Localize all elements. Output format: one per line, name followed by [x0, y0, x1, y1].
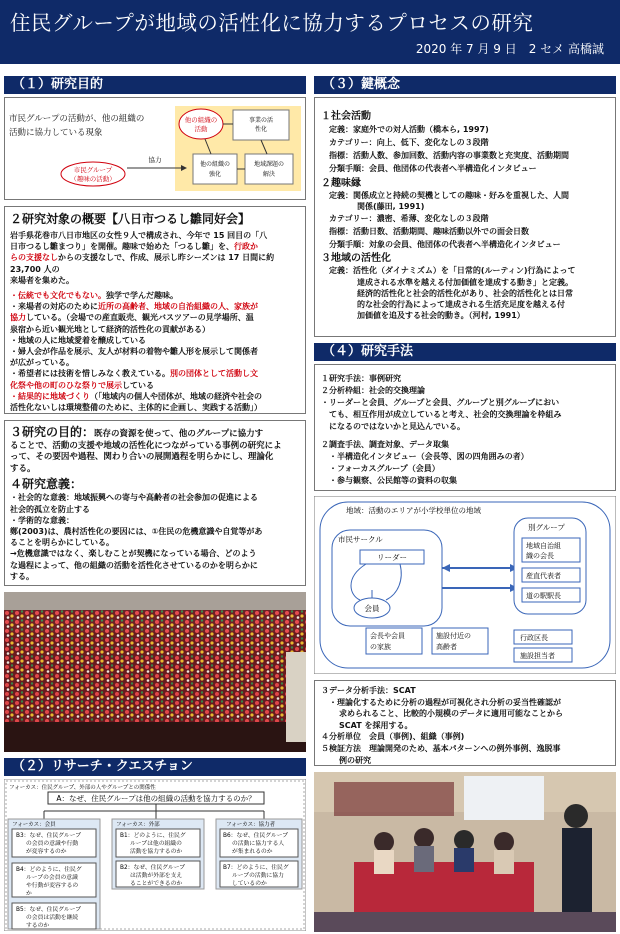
analysis-box — [314, 680, 616, 766]
svg-text:道の駅駅長: 道の駅駅長 — [526, 592, 561, 600]
svg-text:B7：どのように、住民グ: B7：どのように、住民グ — [223, 865, 289, 871]
svg-text:フォーカス：会員: フォーカス：会員 — [12, 822, 56, 828]
svg-text:強化: 強化 — [208, 171, 222, 178]
svg-text:会長や会員: 会長や会員 — [370, 632, 405, 640]
svg-text:施設担当者: 施設担当者 — [520, 652, 555, 660]
svg-text:ループは他の組織の: ループは他の組織の — [130, 841, 182, 847]
svg-text:織の会長: 織の会長 — [526, 552, 554, 560]
analysis-text: ３データ分析手法：SCAT ・理論化するために分析の過程が可視化され分析の妥当性確認が 求められること、比較的小規模のデータに適用可能なことから SCAT を採用する。 ４分析単位 会員（事例)、組織（事例) ５検証方法 理論開発のため、基本パターンへの例外事例、逸脱事 例の研究 — [321, 686, 563, 765]
svg-text:リーダー: リーダー — [377, 553, 407, 562]
svg-text:フォーカス：外部: フォーカス：外部 — [116, 822, 160, 828]
other-org-sub: 活動 — [194, 125, 208, 133]
aim-significance-box — [4, 420, 306, 586]
purpose-text: 市民グループの活動が、他の組織の 活動に協力している現象 — [9, 114, 145, 138]
aim-text: ３研究の目的：既存の資源を使って、他のグループに協力す ることで、活動の支援や地域の活性化につながっている事例の研究によ って、その要因や過程、関わり合いの展開過程を明らかにし、理論化 する。 — [10, 425, 282, 474]
svg-text:や行動が変容するの: や行動が変容するの — [26, 883, 79, 889]
svg-text:B5：なぜ、住民グループ: B5：なぜ、住民グループ — [16, 907, 81, 913]
methods-text: １研究手法：事例研究 ２分析枠組：社会的交換理論 ・リーダーと会員、グループと会員、グループと別グループにおい ても、相互作用が成立していると考え、社会的交換理論を枠組み になるのではないかと見込んでいる。 ２調査手法、調査対象、データ取集 ・半構造化インタビュー（会長等、図の四角囲みの者） ・フォーカスグループ（会員） ・参与観察、公民館等の資料の収集 — [321, 374, 562, 485]
concept-vitalization-title: ３地域の活性化 — [321, 253, 391, 265]
svg-text:ることができるのか: ることができるのか — [130, 881, 183, 887]
aim-title: ３研究の目的： — [10, 425, 95, 439]
svg-text:の家族: の家族 — [370, 643, 391, 651]
svg-text:ループの活動に協力: ループの活動に協力 — [232, 873, 284, 879]
svg-text:行政区長: 行政区長 — [520, 634, 548, 642]
svg-text:B2：なぜ、住民グループ: B2：なぜ、住民グループ — [120, 865, 185, 871]
citizen-group-label: 市民グループ — [73, 166, 113, 174]
other-org-label: 他の組織の — [184, 116, 218, 124]
citizen-group-sub: （趣味の活動） — [70, 175, 116, 183]
target-overview-box — [4, 206, 306, 414]
key-concepts-box — [314, 97, 616, 337]
svg-text:別グループ: 別グループ — [528, 523, 565, 532]
svg-text:フォーカス：住民グループ、外部の人やグループとの関係性: フォーカス：住民グループ、外部の人やグループとの関係性 — [9, 785, 156, 791]
cooperation-label: 協力 — [148, 156, 162, 164]
title-bar — [0, 0, 620, 64]
svg-text:事業の活: 事業の活 — [248, 117, 274, 124]
svg-text:B4：どのように、住民グ: B4：どのように、住民グ — [16, 867, 82, 873]
svg-text:地域：活動のエリアが小学校単位の地域: 地域：活動のエリアが小学校単位の地域 — [346, 506, 481, 515]
svg-text:B6：なぜ、住民グループ: B6：なぜ、住民グループ — [223, 833, 288, 839]
svg-text:の会員の意識や行動: の会員の意識や行動 — [26, 841, 79, 847]
svg-text:しているのか: しているのか — [232, 881, 267, 887]
regional-issue-box — [245, 154, 293, 184]
concept-vitalization-body: 定義：活性化（ダイナミズム）を「日常的(ルーティン)行為によって 達成される水準を越える付加価値を達成する動き」と定義。 経済的活性化と社会的活性化があり、社会的活性化とは日常 的な社会的行為によって達成される生活充足度を越える付 加価値を追及する社会的動き。（河村, 1991） — [329, 266, 576, 321]
section-heading-methods: （４）研究手法 — [314, 343, 616, 361]
svg-text:高齢者: 高齢者 — [436, 643, 457, 651]
svg-text:するのか: するのか — [26, 923, 50, 929]
svg-text:B1：どのように、住民グ: B1：どのように、住民グ — [120, 833, 186, 839]
section-heading-rq: （２）リサーチ・クエスチョン — [4, 758, 306, 776]
target-overview-title: ２研究対象の概要【八日市つるし雛同好会】 — [10, 212, 251, 226]
target-overview-bullets: ・伝統でも文化でもない。独学で学んだ趣味。 ・来場者の対応のために近所の高齢者、地域の自治組織の人、家族が 協力している。（会場での産直販売、観光バスツアーの見学場所、温 泉宿から近い観光地として経済的活性化の貢献がある） ・地域の人に地域愛着を醸成している ・婦人会が作品を展示、友人が材料の着物や雛人形を展示して関係者 が広がっている。 ・希望者には技術を惜しみなく教えている。別の団体として活動し文 化祭や他の町のひな祭りで展示している ・結果的に地域づくり（「地域内の個人や団体が、地域の経済や社会の 活性化ないしは環境整備のために、主体的に企画し、実践する活動」） — [10, 291, 262, 413]
svg-text:の会員は活動を継続: の会員は活動を継続 — [26, 915, 79, 921]
svg-text:解決: 解決 — [262, 171, 276, 178]
business-box — [233, 110, 289, 140]
svg-text:活動を協力するのか: 活動を協力するのか — [130, 849, 183, 855]
purpose-box — [4, 97, 306, 200]
svg-text:ループの会員の意識: ループの会員の意識 — [26, 875, 78, 881]
methods-box — [314, 364, 616, 491]
svg-text:産直代表者: 産直代表者 — [526, 572, 561, 580]
svg-text:地域課題の: 地域課題の — [253, 161, 285, 168]
svg-text:施設付近の: 施設付近の — [436, 632, 471, 640]
other-activity-box — [193, 154, 237, 184]
svg-text:A：なぜ、住民グループは他の組織の活動を協力するのか？: A：なぜ、住民グループは他の組織の活動を協力するのか？ — [56, 794, 256, 803]
svg-text:の活動に協力する人: の活動に協力する人 — [232, 841, 285, 847]
section-heading-purpose: （１）研究目的 — [4, 76, 306, 94]
svg-text:性化: 性化 — [254, 126, 268, 133]
svg-text:他の組織の: 他の組織の — [199, 161, 231, 168]
significance-title: ４研究意義： — [10, 477, 83, 492]
svg-text:地域自治組: 地域自治組 — [526, 542, 561, 550]
concept-social-activity-body: 定義：家庭外での対人活動（橋本ら, 1997) カテゴリー：向上、低下、変化なしの３段階 指標：活動人数、参加回数、活動内容の事業数と充実度、活動期間 分類手順：会員、他団体の代表者へ半構造化インタビュー — [329, 125, 569, 173]
svg-text:市民サークル: 市民サークル — [338, 535, 383, 544]
target-overview-intro: 岩手県花巻市八日市地区の女性９人で構成され、今年で 15 回目の「八 日市つるし雛まつり」を開催。趣味で始めた「つるし雛」を、行政か らの支援なしからの支援なしで、作成、展示し昨シーズンは 17 日間に約 23,700 人の 来場者を集めた。 — [10, 231, 275, 285]
page-title: 住民グループが地域の活性化に協力するプロセスの研究 — [10, 11, 534, 35]
svg-text:B3：なぜ、住民グループ: B3：なぜ、住民グループ — [16, 833, 81, 839]
significance-text: ・社会的な意義：地域振興への寄与や高齢者の社会参加の促進による 社会的孤立を防止する ・学術的な意義： 鄭(2003)は、農村活性化の要因には、①住民の危機意識や自覚等があ ることを明らかにしている。 →危機意識ではなく、楽しむことが契機になっている場合、どのよう な過程によって、他の組織の活動を活性化させているのかを明らかに する。 — [10, 493, 263, 581]
svg-text:は活動が外部を支え: は活動が外部を支え — [130, 873, 183, 879]
svg-text:か: か — [26, 891, 32, 897]
svg-text:フォーカス：協力者: フォーカス：協力者 — [226, 822, 276, 828]
svg-text:が集まれるのか: が集まれるのか — [232, 849, 273, 855]
framework-diagram — [314, 496, 616, 674]
photo-workshop — [314, 772, 616, 932]
research-question-diagram — [4, 779, 306, 931]
page-subtitle: 2020 年 7 月 9 日 2 セメ 高橋誠 — [415, 42, 604, 56]
other-org-ellipse — [179, 109, 223, 139]
concept-hobby-bond-body: 定義：関係成立と持続の契機としての趣味・好みを重視した、人間 関係(藤田, 1991) カテゴリー：濃密、希薄、変化なしの３段階 指標：活動日数、活動期間、趣味活動以外での面会日数 分類手順：対象の会員、他団体の代表者へ半構造化インタビュー — [329, 191, 569, 250]
svg-text:会員: 会員 — [364, 604, 380, 613]
svg-text:が変容するのか: が変容するのか — [26, 849, 67, 855]
section-heading-key-concepts: （３）鍵概念 — [314, 76, 616, 94]
purpose-diagram — [5, 98, 305, 199]
photo-tsurushi-hina — [4, 592, 306, 752]
concept-hobby-bond-title: ２趣味縁 — [321, 178, 361, 189]
concept-social-activity-title: １社会活動 — [321, 111, 371, 122]
